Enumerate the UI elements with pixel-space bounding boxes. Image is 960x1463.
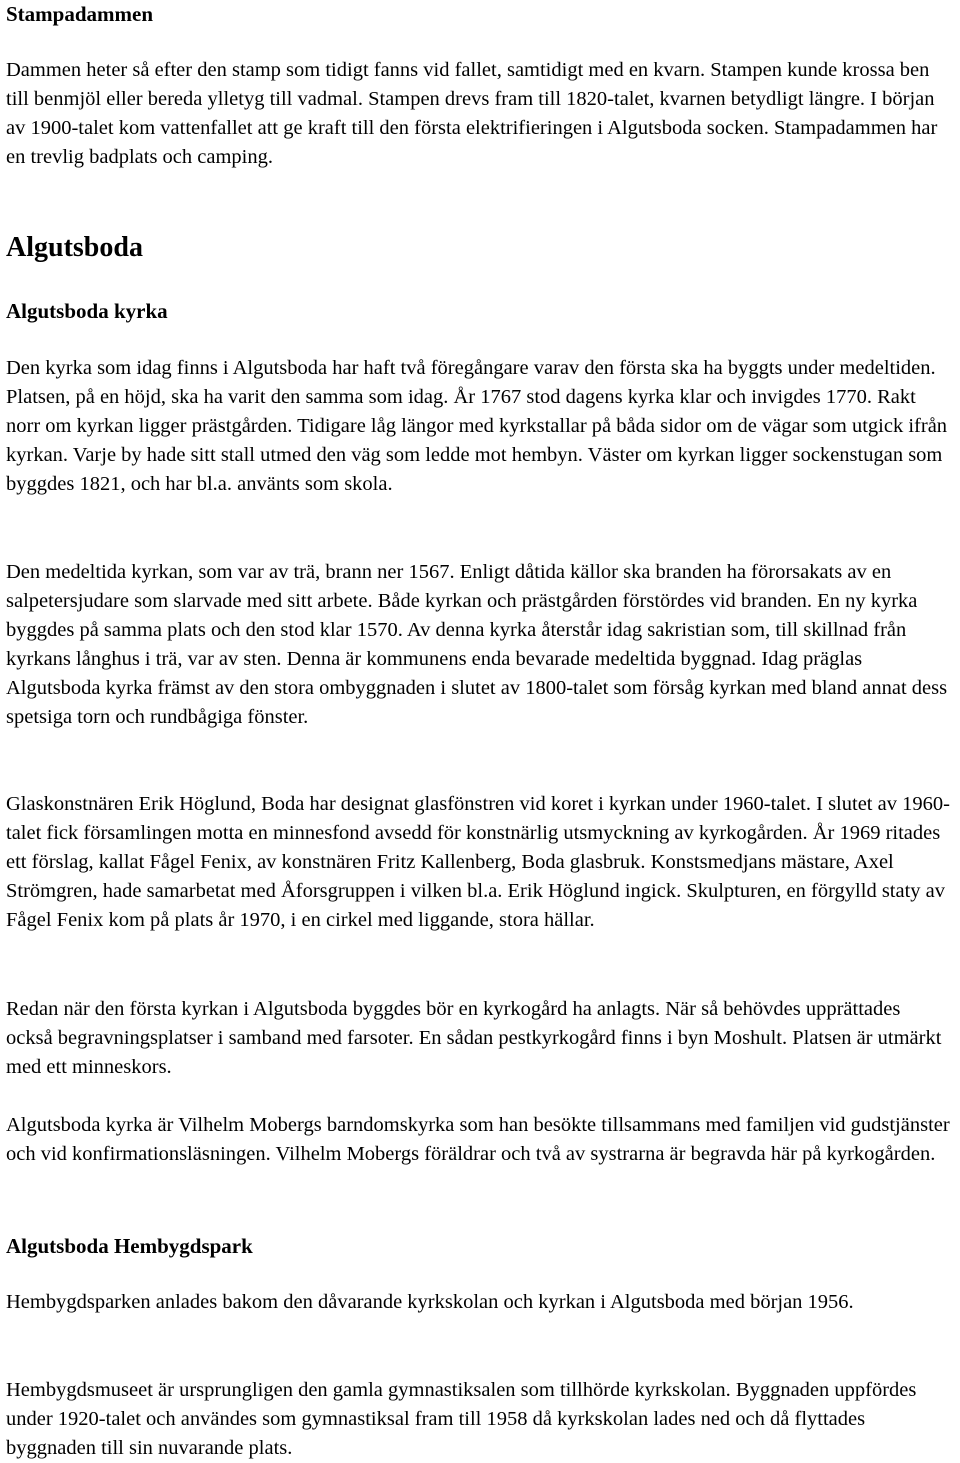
- major-heading-algutsboda: Algutsboda: [6, 232, 143, 263]
- paragraph-kyrka-art: Glaskonstnären Erik Höglund, Boda har designat glasfönstren vid koret i kyrkan under 1960-talet. I slutet av 1960-talet fick församlingen motta en minnesfond avsedd för konstnärlig utsmyckning av kyrkogården. År 1969 ritades ett förslag, kallat Fågel Fenix, av konstnären Fritz Kallenberg, Boda glasbruk. Konstsmedjans mästare, Axel Strömgren, hade samarbetat med Åforsgruppen i vilken bl.a. Erik Höglund ingick. Skulpturen, en förgylld staty av Fågel Fenix kom på plats år 1970, i en cirkel med liggande, stora hällar.: [6, 793, 950, 931]
- section-heading-algutsboda-kyrka: Algutsboda kyrka: [6, 299, 168, 323]
- paragraph-stampadammen: Dammen heter så efter den stamp som tidigt fanns vid fallet, samtidigt med en kvarn. Stampen kunde krossa ben till benmjöl eller bereda ylletyg till vadmal. Stampen drevs fram till 1820-talet, kvarnen betydligt längre. I början av 1900-talet kom vattenfallet att ge kraft till den första elektrifieringen i Algutsboda socken. Stampadammen har en trevlig badplats och camping.: [6, 59, 938, 168]
- paragraph-kyrka-graveyard: Redan när den första kyrkan i Algutsboda byggdes bör en kyrkogård ha anlagts. När så behövdes upprättades också begravningsplatser i samband med farsoter. En sådan pestkyrkogård finns i byn Moshult. Platsen är utmärkt med ett minneskors.: [6, 998, 942, 1078]
- section-heading-hembygdspark: Algutsboda Hembygdspark: [6, 1234, 253, 1258]
- paragraph-hembygdspark-founded: Hembygdsparken anlades bakom den dåvarande kyrkskolan och kyrkan i Algutsboda med början 1956.: [6, 1291, 854, 1313]
- paragraph-hembygdsmuseet: Hembygdsmuseet är ursprungligen den gamla gymnastiksalen som tillhörde kyrkskolan. Byggnaden uppfördes under 1920-talet och användes som gymnastiksal fram till 1958 då kyrkskolan lades ned och då flyttades byggnaden till sin nuvarande plats.: [6, 1379, 917, 1459]
- paragraph-kyrka-fire: Den medeltida kyrkan, som var av trä, brann ner 1567. Enligt dåtida källor ska branden ha förorsakats av en salpetersjudare som slarvade med sitt arbete. Både kyrkan och prästgården förstördes vid branden. En ny kyrka byggdes på samma plats och den stod klar 1570. Av denna kyrka återstår idag sakristian som, till skillnad från kyrkans långhus i trä, var av sten. Denna är kommunens enda bevarade medeltida byggnad. Idag präglas Algutsboda kyrka främst av den stora ombyggnaden i slutet av 1800-talet som försåg kyrkan med bland annat dess spetsiga torn och rundbågiga fönster.: [6, 561, 948, 728]
- section-heading-stampadammen: Stampadammen: [6, 2, 154, 26]
- paragraph-kyrka-moberg: Algutsboda kyrka är Vilhelm Mobergs barndomskyrka som han besökte tillsammans med familjen vid gudstjänster och vid konfirmationsläsningen. Vilhelm Mobergs föräldrar och två av systrarna är begravda här på kyrkogården.: [6, 1114, 950, 1165]
- paragraph-kyrka-history: Den kyrka som idag finns i Algutsboda har haft två föregångare varav den första ska ha byggts under medeltiden. Platsen, på en höjd, ska ha varit den samma som idag. År 1767 stod dagens kyrka klar och invigdes 1770. Rakt norr om kyrkan ligger prästgården. Tidigare låg längor med kyrkstallar på båda sidor om de vägar som utgick ifrån kyrkan. Varje by hade sitt stall utmed den väg som ledde mot hembyn. Väster om kyrkan ligger sockenstugan som byggdes 1821, och har bl.a. använts som skola.: [6, 357, 948, 495]
